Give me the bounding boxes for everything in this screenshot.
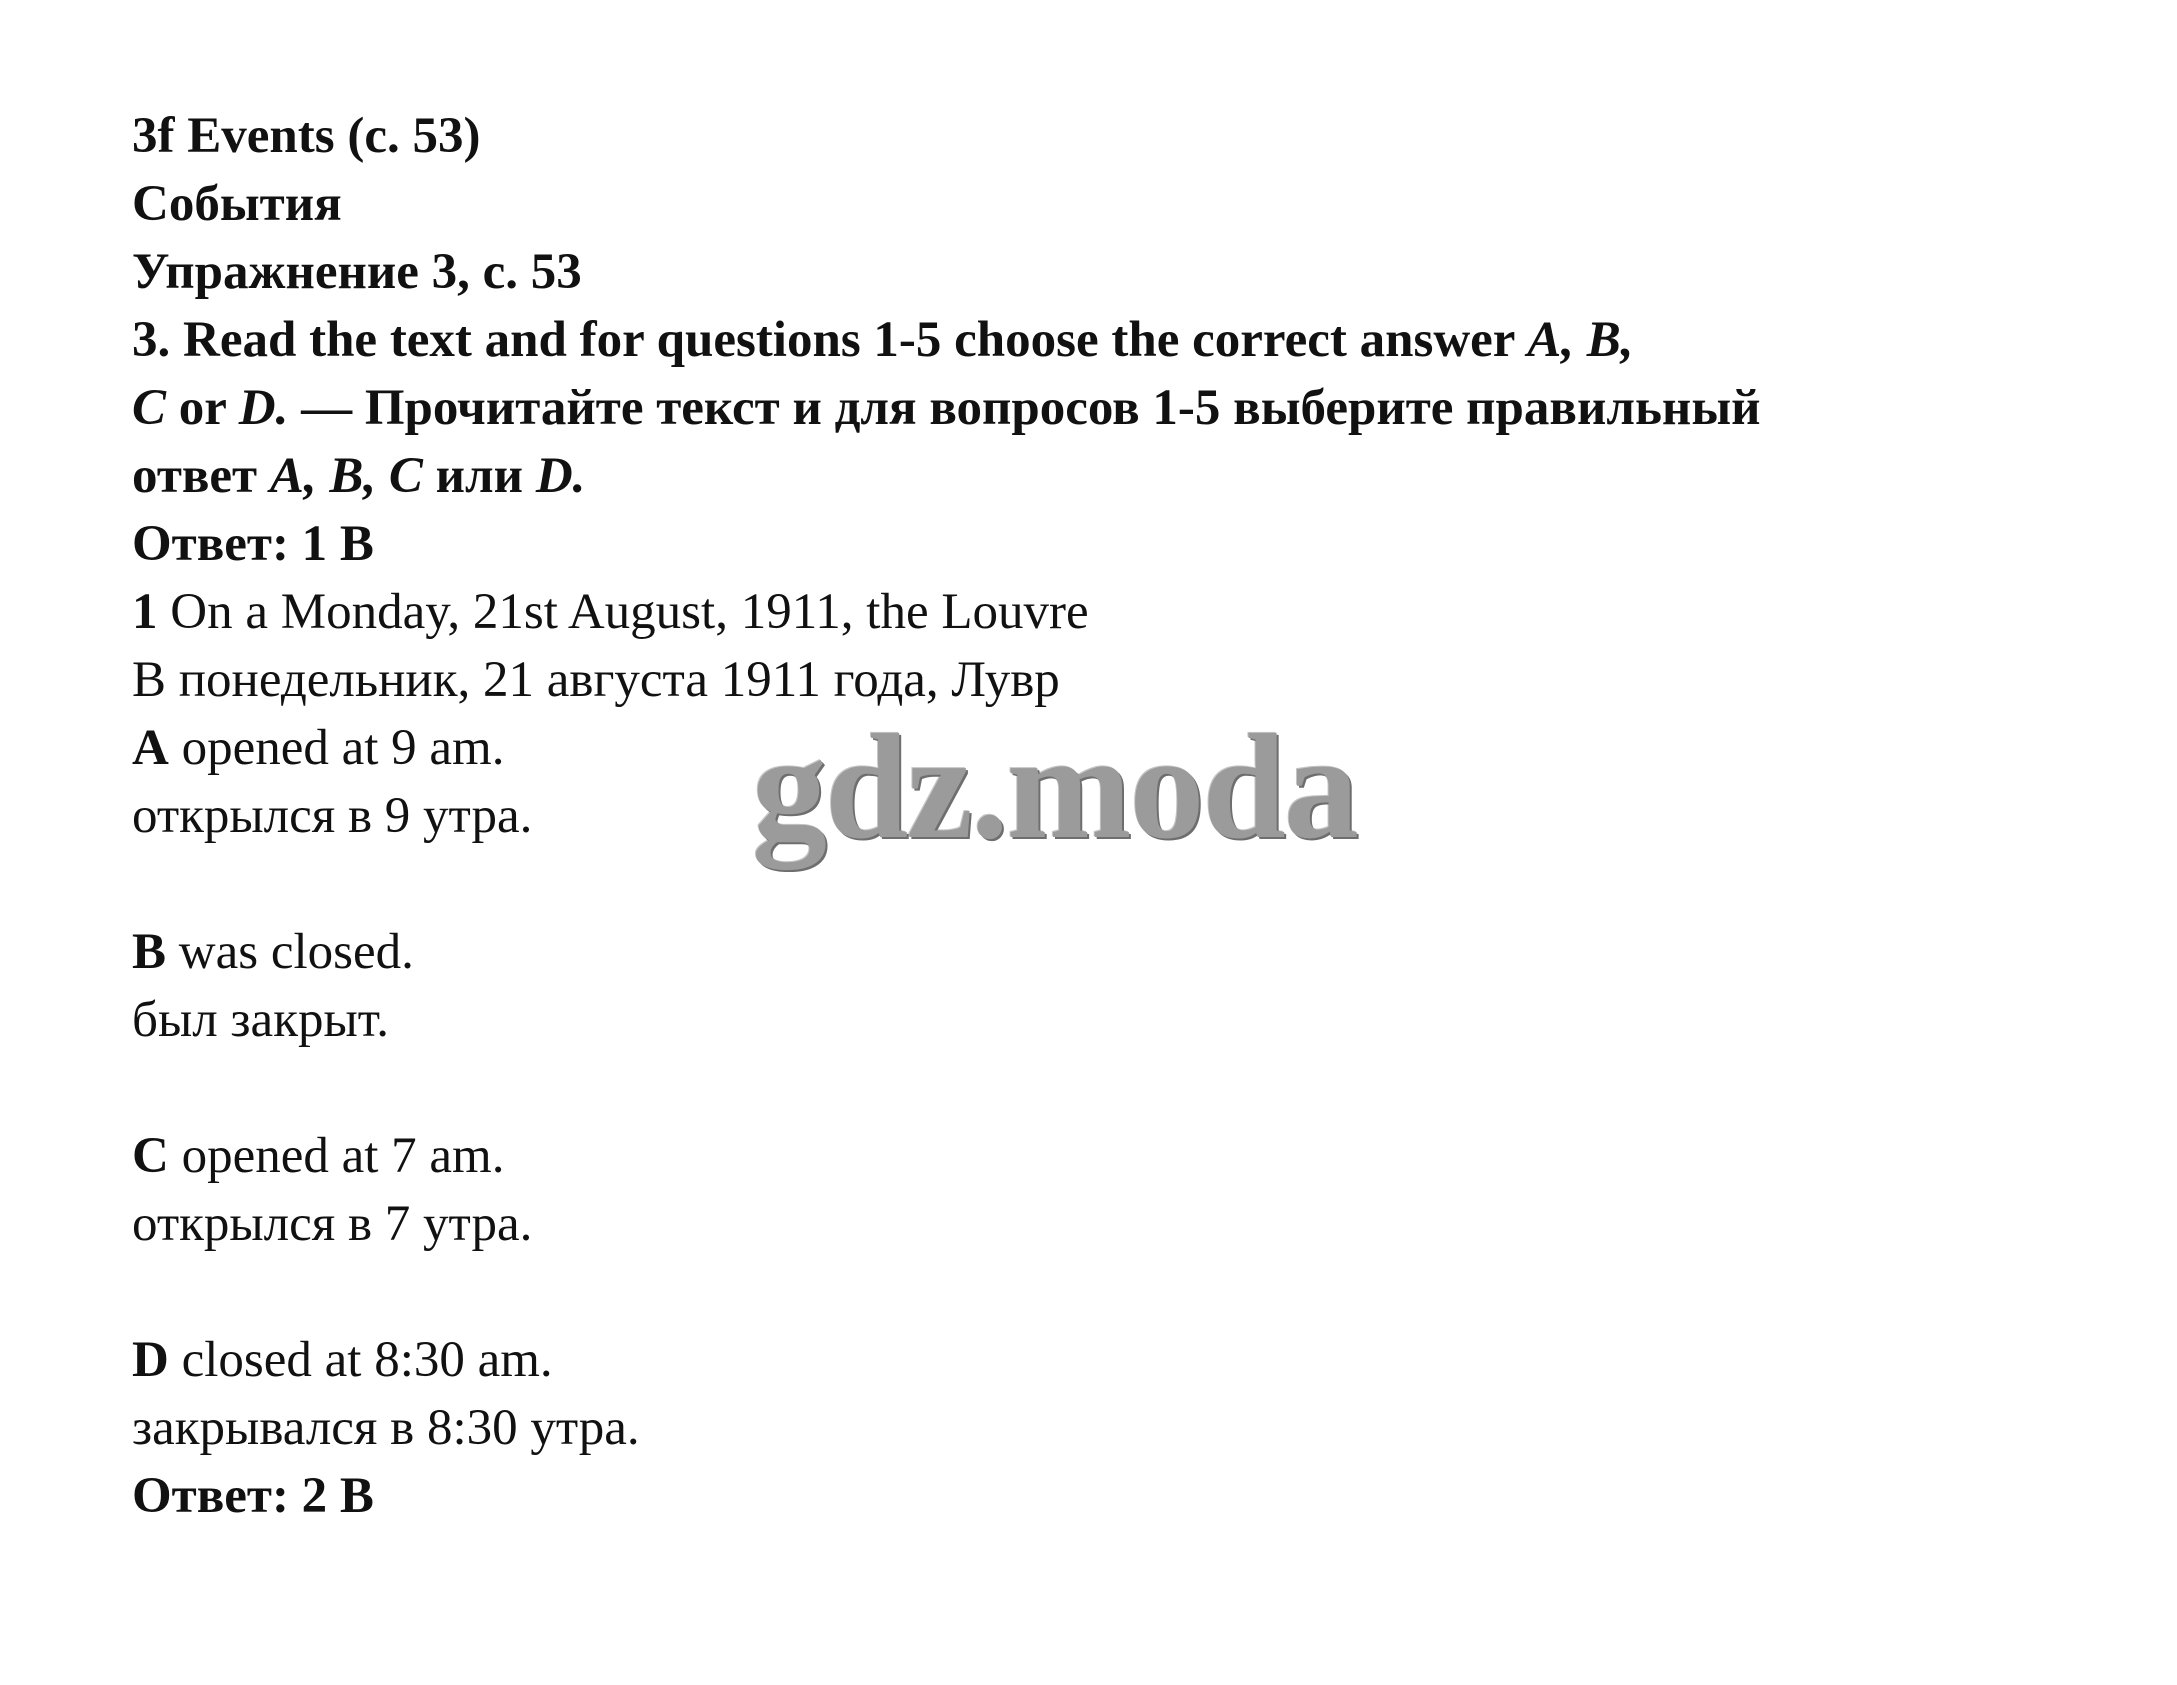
- option-letter: C: [132, 1128, 169, 1184]
- option-letter: B: [132, 924, 167, 980]
- option-letter: A: [132, 720, 169, 776]
- option-text: opened at 7 am.: [168, 1128, 505, 1184]
- task-line-3: [132, 442, 585, 510]
- option-letter: D: [132, 1332, 169, 1388]
- task-or-ru: или: [422, 448, 536, 504]
- answer-1: Ответ: 1 B: [132, 516, 374, 572]
- question-1: [132, 578, 1089, 646]
- option-d-translation: закрывался в 8:30 утра.: [132, 1400, 640, 1456]
- task-option-c: C: [132, 380, 167, 436]
- option-c: [132, 1122, 504, 1190]
- section-title: 3f Events (с. 53): [132, 108, 481, 164]
- option-a: [132, 714, 504, 782]
- task-translation: — Прочитайте текст и для вопросов 1-5 выберите правильный: [288, 380, 1761, 436]
- option-d: [132, 1326, 553, 1394]
- option-a-translation: открылся в 9 утра.: [132, 788, 533, 844]
- option-text: was closed.: [166, 924, 414, 980]
- task-options-abc: A, B, C: [269, 448, 423, 504]
- task-text: 3. Read the text and for questions 1-5 choose the correct answer: [132, 312, 1528, 368]
- question-number: 1: [132, 584, 158, 640]
- option-text: opened at 9 am.: [168, 720, 505, 776]
- option-b-translation: был закрыт.: [132, 992, 389, 1048]
- task-answer-word: ответ: [132, 448, 270, 504]
- task-options-ab: A, B,: [1527, 312, 1634, 368]
- task-option-d-ru: D.: [535, 448, 586, 504]
- option-b: [132, 918, 414, 986]
- watermark-logo: gdz.moda: [752, 704, 1357, 870]
- option-c-translation: открылся в 7 утра.: [132, 1196, 533, 1252]
- task-option-d: D.: [238, 380, 289, 436]
- section-title-ru: События: [132, 176, 342, 232]
- task-line-1: [132, 306, 1634, 374]
- option-text: closed at 8:30 am.: [168, 1332, 553, 1388]
- exercise-label: Упражнение 3, с. 53: [132, 244, 582, 300]
- task-line-2: [132, 374, 1761, 442]
- answer-2: Ответ: 2 B: [132, 1468, 374, 1524]
- question-text: On a Monday, 21st August, 1911, the Louvre: [157, 584, 1089, 640]
- question-1-translation: В понедельник, 21 августа 1911 года, Лувр: [132, 652, 1060, 708]
- task-or: or: [166, 380, 239, 436]
